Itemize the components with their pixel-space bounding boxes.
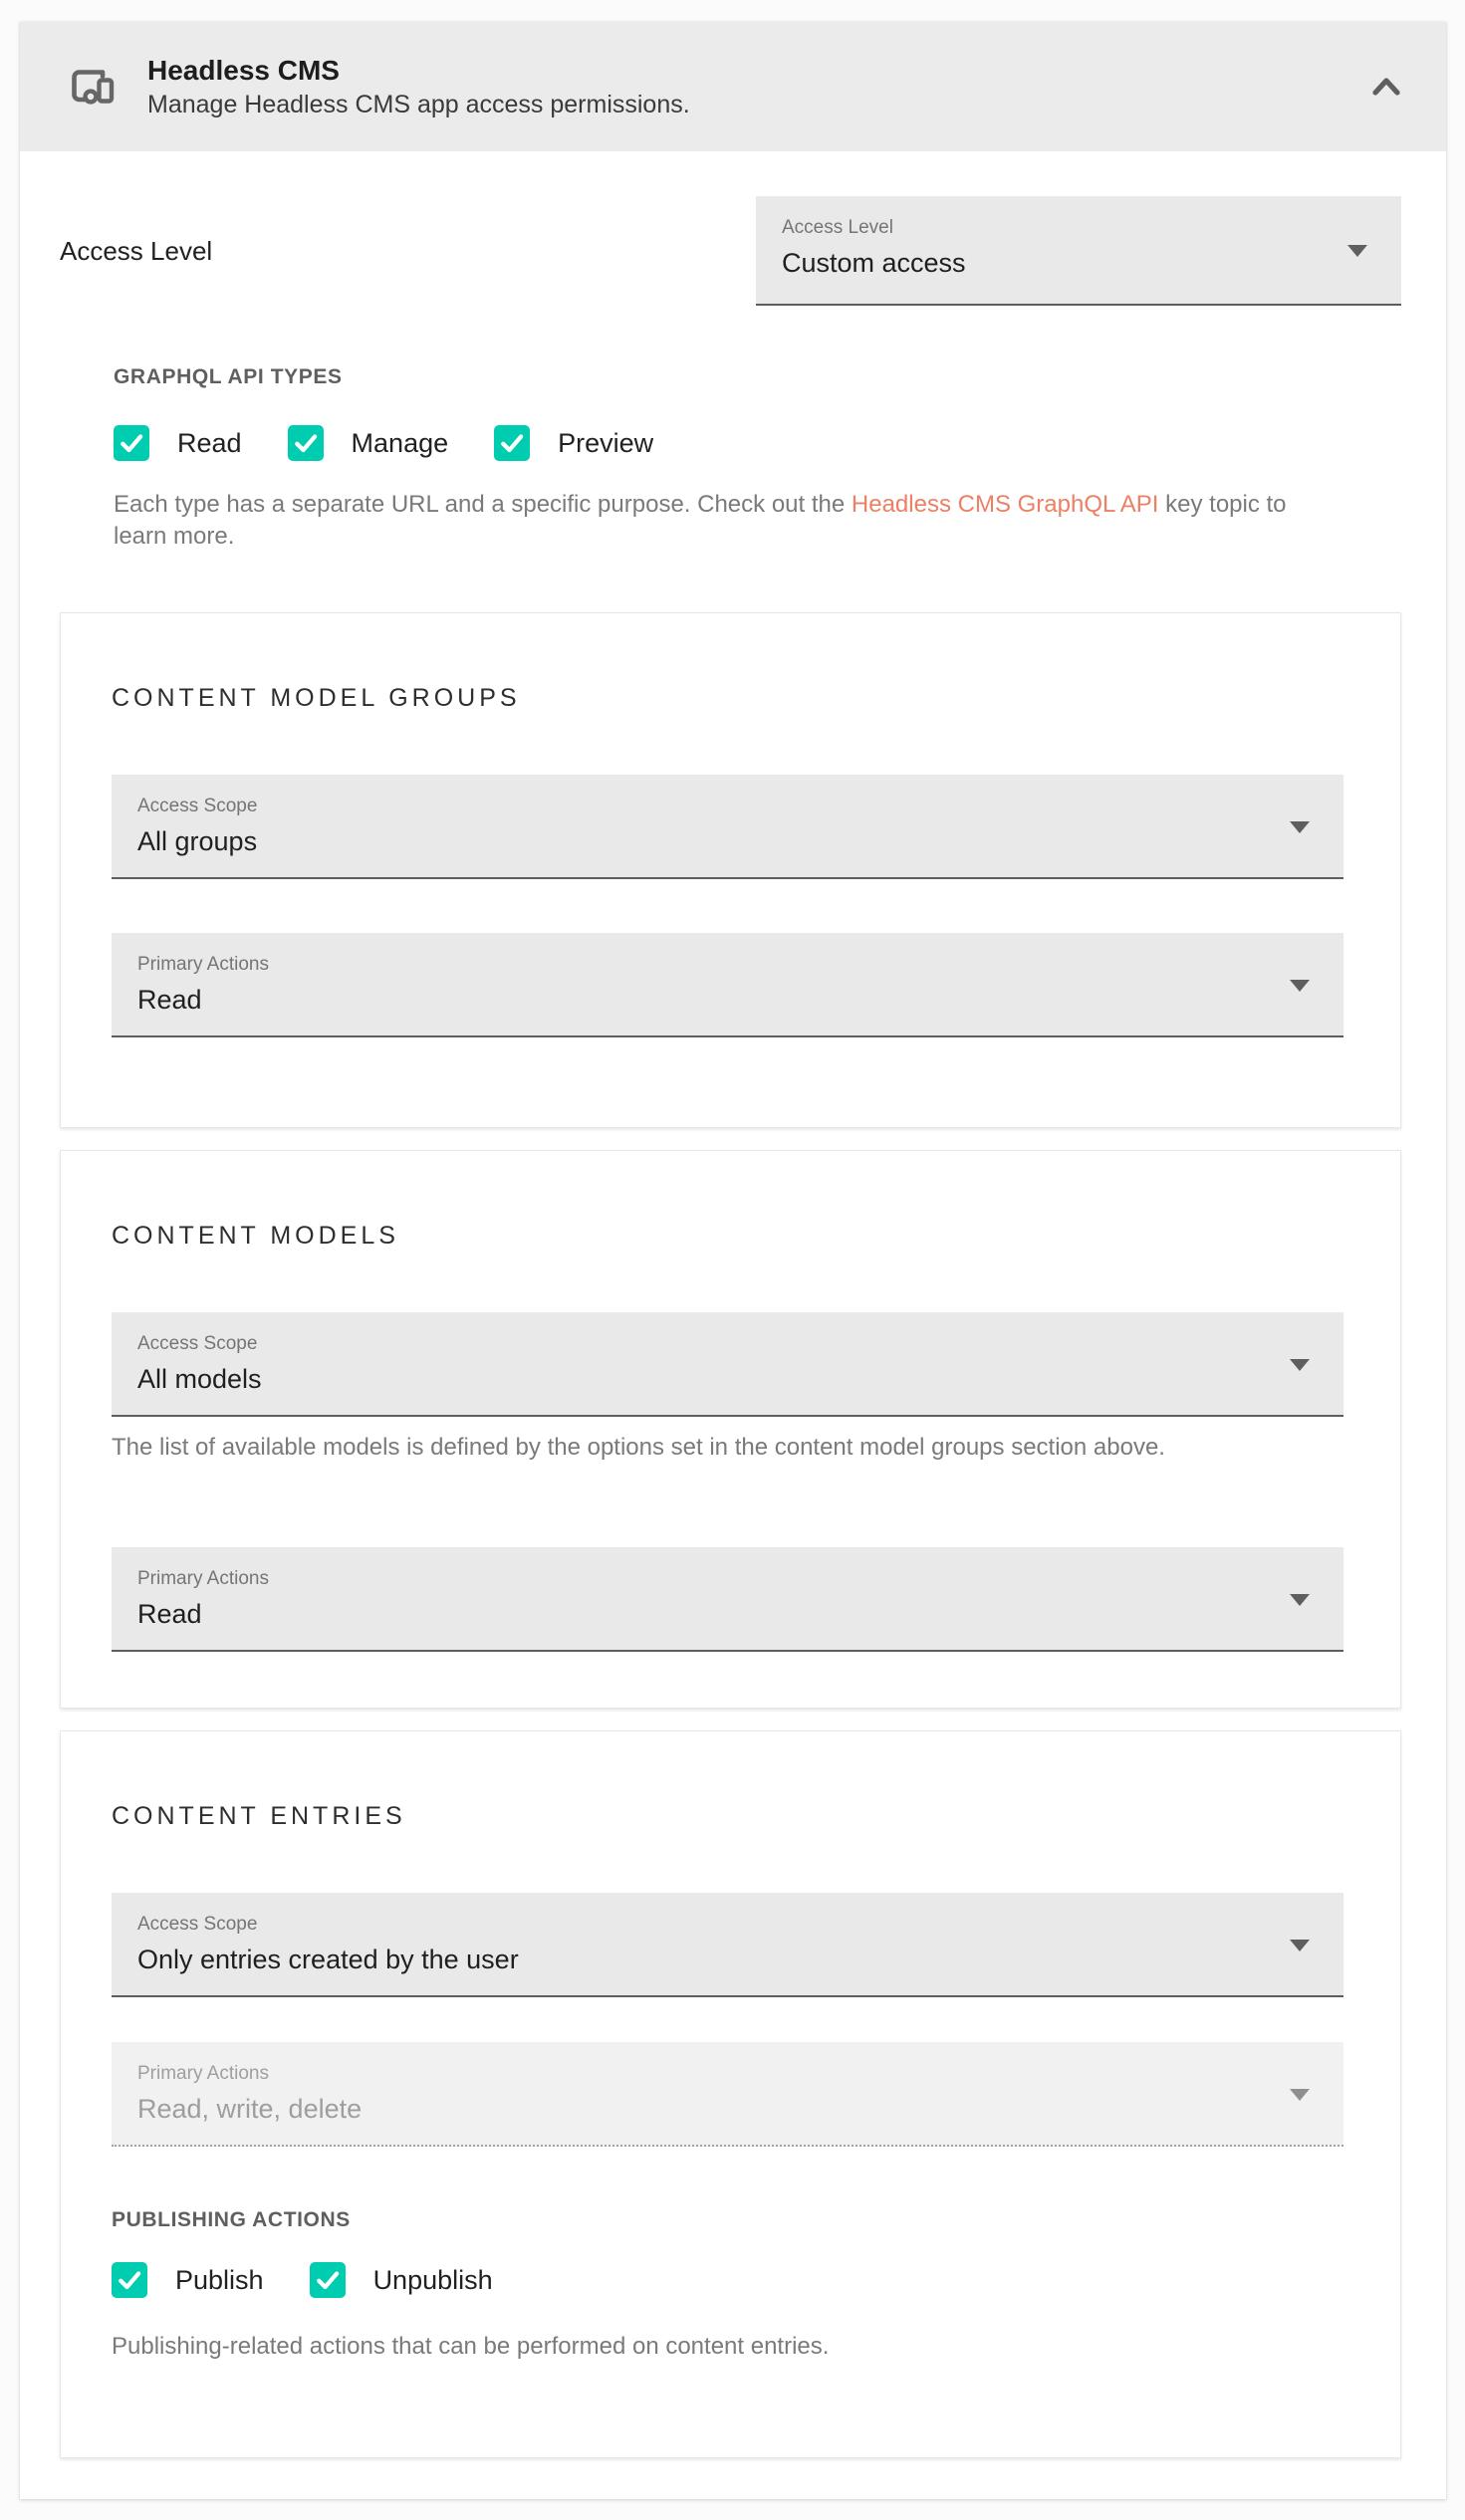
checkbox-checked-icon[interactable] bbox=[112, 2262, 147, 2298]
checkbox-unpublish[interactable] bbox=[310, 2262, 493, 2298]
content-models-card bbox=[60, 1150, 1401, 1709]
access-level-row-label: Access Level bbox=[60, 235, 213, 266]
select-value: All models bbox=[137, 1364, 262, 1394]
select-value: Read, write, delete bbox=[137, 2094, 363, 2124]
checkbox-label: Preview bbox=[558, 427, 654, 458]
card-heading: CONTENT ENTRIES bbox=[112, 1802, 406, 1830]
publishing-actions-heading: PUBLISHING ACTIONS bbox=[112, 2208, 351, 2231]
select-value: All groups bbox=[137, 826, 258, 856]
models-access-scope-select[interactable] bbox=[112, 1312, 1343, 1417]
checkbox-checked-icon[interactable] bbox=[494, 425, 530, 461]
groups-primary-actions-select[interactable] bbox=[112, 933, 1343, 1037]
select-label: Primary Actions bbox=[137, 1568, 269, 1589]
select-value: Read bbox=[137, 1599, 202, 1629]
graphql-api-doc-link[interactable]: Headless CMS GraphQL API bbox=[851, 491, 1159, 518]
select-label: Access Scope bbox=[137, 1333, 258, 1354]
select-value: Read bbox=[137, 985, 202, 1015]
dropdown-arrow-icon bbox=[1290, 980, 1310, 992]
checkbox-publish[interactable] bbox=[112, 2262, 264, 2298]
entries-primary-actions-select-disabled bbox=[112, 2042, 1343, 2147]
content-model-groups-card bbox=[60, 612, 1401, 1128]
devices-icon bbox=[70, 67, 116, 107]
panel-subtitle: Manage Headless CMS app access permissions. bbox=[147, 90, 690, 118]
checkbox-read[interactable] bbox=[114, 425, 242, 461]
checkbox-checked-icon[interactable] bbox=[288, 425, 324, 461]
select-label: Primary Actions bbox=[137, 954, 269, 975]
graphql-api-types-section bbox=[114, 365, 1401, 553]
models-note: The list of available models is defined by the options set in the content model groups section above. bbox=[112, 1434, 1165, 1461]
graphql-help-text bbox=[114, 489, 1304, 553]
select-label: Access Level bbox=[782, 217, 893, 238]
entries-access-scope-select[interactable] bbox=[112, 1893, 1343, 1997]
checkbox-label: Manage bbox=[351, 427, 449, 458]
groups-access-scope-select[interactable] bbox=[112, 775, 1343, 879]
chevron-up-icon[interactable] bbox=[1371, 76, 1401, 98]
card-heading: CONTENT MODELS bbox=[112, 1222, 399, 1250]
checkbox-manage[interactable] bbox=[288, 425, 449, 461]
dropdown-arrow-icon bbox=[1290, 1594, 1310, 1606]
models-primary-actions-select[interactable] bbox=[112, 1547, 1343, 1652]
checkbox-checked-icon[interactable] bbox=[310, 2262, 346, 2298]
access-level-select[interactable] bbox=[756, 196, 1401, 306]
headless-cms-permission-panel bbox=[20, 22, 1446, 2499]
select-label: Access Scope bbox=[137, 796, 258, 816]
access-level-row bbox=[60, 196, 1401, 306]
content-entries-card bbox=[60, 1730, 1401, 2458]
dropdown-arrow-icon bbox=[1290, 1359, 1310, 1371]
help-text-suffix: key topic to learn more. bbox=[114, 491, 1287, 550]
select-label: Primary Actions bbox=[137, 2063, 269, 2084]
checkbox-checked-icon[interactable] bbox=[114, 425, 149, 461]
select-label: Access Scope bbox=[137, 1914, 258, 1935]
dropdown-arrow-icon bbox=[1347, 245, 1367, 257]
select-value: Only entries created by the user bbox=[137, 1945, 519, 1974]
publishing-note: Publishing-related actions that can be performed on content entries. bbox=[112, 2333, 830, 2360]
card-heading: CONTENT MODEL GROUPS bbox=[112, 684, 521, 712]
checkbox-label: Read bbox=[177, 427, 242, 458]
dropdown-arrow-icon bbox=[1290, 2089, 1310, 2101]
panel-title: Headless CMS bbox=[147, 54, 340, 86]
help-text-prefix: Each type has a separate URL and a specific purpose. Check out the bbox=[114, 491, 852, 518]
checkbox-label: Publish bbox=[175, 2264, 264, 2295]
select-value: Custom access bbox=[782, 248, 966, 278]
dropdown-arrow-icon bbox=[1290, 821, 1310, 833]
graphql-api-types-heading: GRAPHQL API TYPES bbox=[114, 365, 343, 388]
dropdown-arrow-icon bbox=[1290, 1940, 1310, 1951]
checkbox-label: Unpublish bbox=[372, 2264, 493, 2295]
graphql-checkbox-row bbox=[114, 425, 1401, 461]
checkbox-preview[interactable] bbox=[494, 425, 653, 461]
accordion-header-headless-cms[interactable] bbox=[20, 22, 1446, 151]
publishing-checkbox-row bbox=[112, 2262, 1343, 2298]
